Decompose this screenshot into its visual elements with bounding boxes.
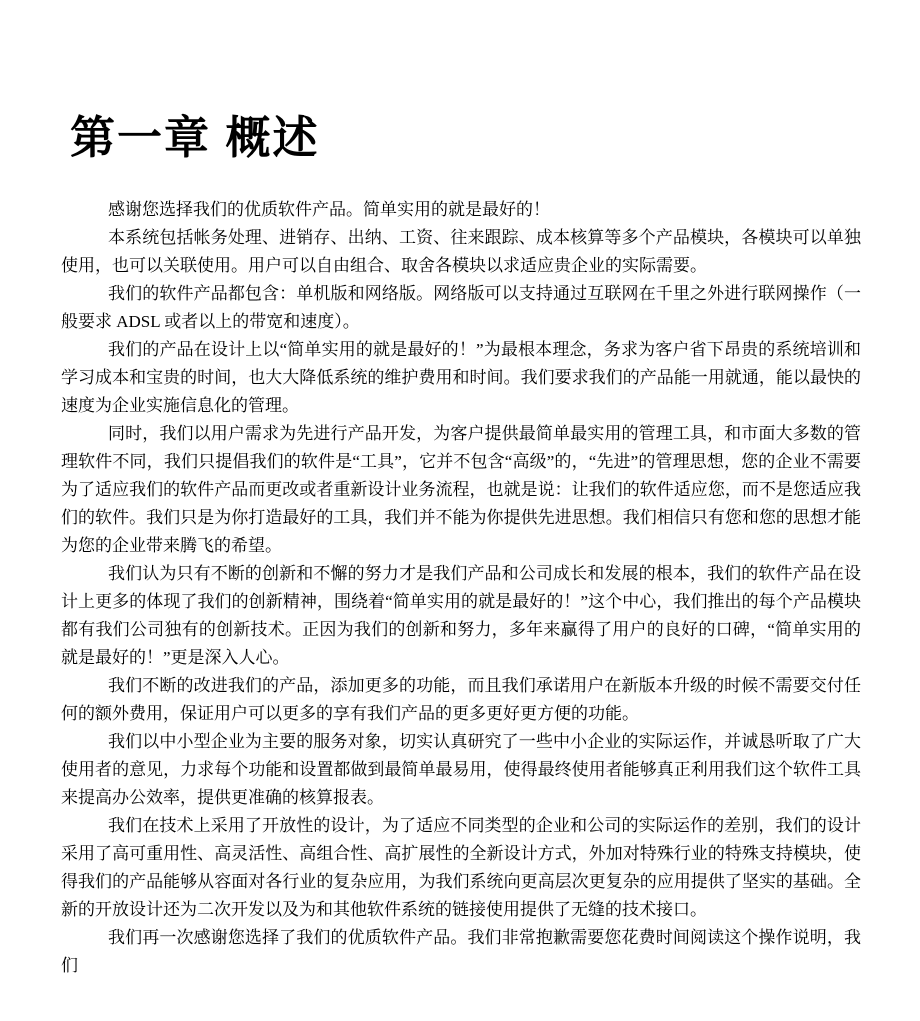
paragraph: 我们不断的改进我们的产品，添加更多的功能，而且我们承诺用户在新版本升级的时候不需要交付任何的额外费用，保证用户可以更多的享有我们产品的更多更好更方便的功能。 [61,676,861,723]
paragraph: 我们在技术上采用了开放性的设计，为了适应不同类型的企业和公司的实际运作的差别，我们的设计采用了高可重用性、高灵活性、高组合性、高扩展性的全新设计方式，外加对特殊行业的特殊支持模块，使得我们的产品能够从容面对各行业的复杂应用，为我们系统向更高层次更复杂的应用提供了坚实的基础。全新的开放设计还为二次开发以及为和其他软件系统的链接使用提供了无缝的技术接口。 [61,816,861,919]
paragraph: 我们认为只有不断的创新和不懈的努力才是我们产品和公司成长和发展的根本，我们的软件产品在设计上更多的体现了我们的创新精神，围绕着“简单实用的就是最好的！”这个中心，我们推出的每个产品模块都有我们公司独有的创新技术。正因为我们的创新和努力，多年来赢得了用户的良好的口碑，“简单实用的就是最好的！”更是深入人心。 [61,564,861,667]
chapter-title: 第一章 概述 [70,112,320,163]
paragraph: 本系统包括帐务处理、进销存、出纳、工资、往来跟踪、成本核算等多个产品模块，各模块可以单独使用，也可以关联使用。用户可以自由组合、取舍各模块以求适应贵企业的实际需要。 [61,228,861,275]
document-body [61,196,861,980]
paragraph: 我们以中小型企业为主要的服务对象，切实认真研究了一些中小企业的实际运作，并诚恳听取了广大使用者的意见，力求每个功能和设置都做到最简单最易用，使得最终使用者能够真正利用我们这个软件工具来提高办公效率，提供更准确的核算报表。 [61,732,861,807]
paragraph: 我们的产品在设计上以“简单实用的就是最好的！”为最根本理念，务求为客户省下昂贵的系统培训和学习成本和宝贵的时间，也大大降低系统的维护费用和时间。我们要求我们的产品能一用就通，能以最快的速度为企业实施信息化的管理。 [61,340,861,415]
paragraph: 同时，我们以用户需求为先进行产品开发，为客户提供最简单最实用的管理工具，和市面大多数的管理软件不同，我们只提倡我们的软件是“工具”，它并不包含“高级”的，“先进”的管理思想，您的企业不需要为了适应我们的软件产品而更改或者重新设计业务流程，也就是说：让我们的软件适应您，而不是您适应我们的软件。我们只是为你打造最好的工具，我们并不能为你提供先进思想。我们相信只有您和您的思想才能为您的企业带来腾飞的希望。 [61,424,861,555]
paragraph: 我们的软件产品都包含：单机版和网络版。网络版可以支持通过互联网在千里之外进行联网操作（一般要求 ADSL 或者以上的带宽和速度）。 [61,284,861,331]
paragraph: 感谢您选择我们的优质软件产品。简单实用的就是最好的！ [108,200,550,219]
paragraph: 我们再一次感谢您选择了我们的优质软件产品。我们非常抱歉需要您花费时间阅读这个操作说明，我们 [61,928,861,975]
